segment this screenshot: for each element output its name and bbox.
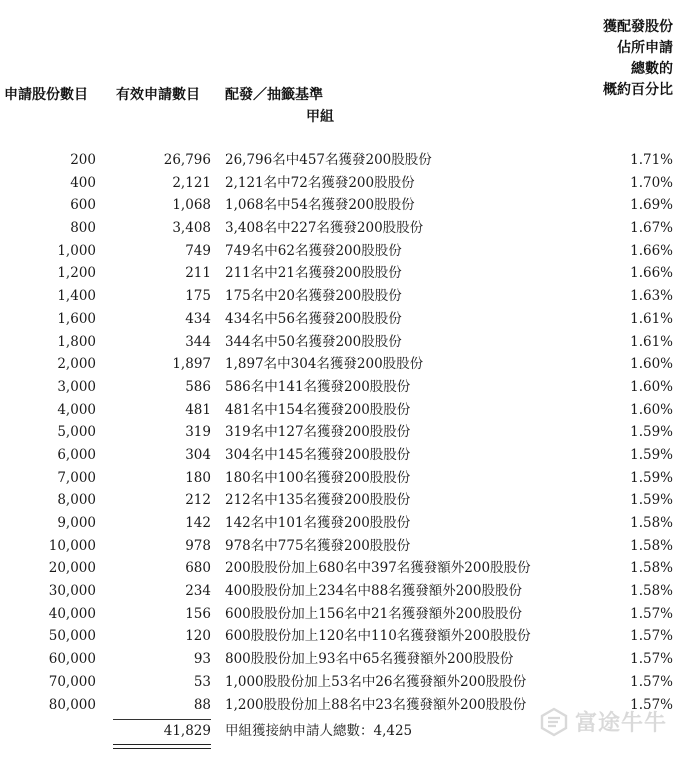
shares-applied-cell: 8,000: [57, 492, 96, 509]
approx-percentage-cell: 1.71%: [630, 152, 673, 168]
header-shares-applied: 申請股份數目: [4, 87, 88, 103]
shares-applied-cell: 5,000: [57, 424, 96, 441]
approx-percentage-cell: 1.60%: [630, 356, 673, 373]
table-row: [0, 308, 689, 331]
approx-percentage-cell: 1.57%: [630, 696, 673, 713]
approx-percentage-cell: 1.58%: [630, 583, 673, 600]
valid-applications-cell: 434: [185, 310, 211, 327]
valid-applications-cell: 586: [185, 378, 211, 395]
approx-percentage-cell: 1.70%: [630, 174, 673, 191]
allotment-basis-cell: 749名中62名獲發200股股份: [225, 242, 402, 259]
table-row: [0, 285, 689, 308]
valid-applications-cell: 53: [193, 673, 211, 690]
valid-applications-cell: 234: [185, 583, 211, 600]
total-valid-applications: 41,829: [163, 723, 211, 739]
allotment-basis-cell: 400股股份加上234名中88名獲發額外200股股份: [225, 583, 522, 600]
shares-applied-cell: 1,000: [57, 242, 96, 259]
shares-applied-cell: 1,400: [57, 288, 96, 305]
futu-logo-icon: [539, 707, 569, 737]
allotment-basis-cell: 1,897名中304名獲發200股股份: [225, 356, 424, 373]
header-allotment-basis: 配發／抽籤基準: [225, 87, 323, 103]
approx-percentage-cell: 1.58%: [630, 515, 673, 531]
allotment-basis-cell: 344名中50名獲發200股股份: [225, 333, 402, 350]
approx-percentage-cell: 1.60%: [630, 401, 673, 418]
allotment-basis-cell: 800股股份加上93名中65名獲發額外200股股份: [225, 651, 514, 668]
total-accepted-applicants: 甲組獲接納申請人總數：4,425: [225, 723, 413, 739]
table-row: [0, 217, 689, 240]
allotment-basis-cell: 319名中127名獲發200股股份: [225, 424, 411, 441]
shares-applied-cell: 9,000: [57, 515, 96, 531]
shares-applied-cell: 60,000: [48, 651, 96, 668]
shares-applied-cell: 7,000: [57, 469, 96, 486]
header-pct-line-1: 獲配發股份: [603, 19, 673, 35]
shares-applied-cell: 600: [70, 197, 96, 214]
shares-applied-cell: 10,000: [48, 537, 96, 554]
approx-percentage-cell: 1.69%: [630, 197, 673, 214]
shares-applied-cell: 400: [70, 174, 96, 191]
valid-applications-cell: 212: [185, 492, 211, 509]
allotment-basis-cell: 304名中145名獲發200股股份: [225, 446, 411, 463]
valid-applications-cell: 749: [185, 242, 211, 259]
approx-percentage-cell: 1.58%: [630, 560, 673, 577]
valid-applications-cell: 1,897: [172, 356, 211, 373]
allotment-basis-cell: 1,000股股份加上53名中26名獲發額外200股股份: [225, 673, 527, 690]
header-pct-line-2: 佔所申請: [617, 40, 673, 56]
group-heading: 甲組: [306, 109, 334, 125]
allotment-basis-cell: 211名中21名獲發200股股份: [225, 265, 402, 282]
allotment-basis-cell: 1,068名中54名獲發200股股份: [225, 197, 415, 214]
watermark-text: 富途牛牛: [574, 711, 667, 736]
approx-percentage-cell: 1.67%: [630, 220, 673, 237]
shares-applied-cell: 20,000: [48, 560, 96, 577]
allotment-basis-cell: 2,121名中72名獲發200股股份: [225, 174, 415, 191]
shares-applied-cell: 40,000: [48, 605, 96, 622]
approx-percentage-cell: 1.59%: [630, 492, 673, 509]
approx-percentage-cell: 1.66%: [630, 242, 673, 259]
valid-applications-cell: 344: [185, 333, 211, 350]
table-row: [0, 557, 689, 580]
allotment-table: [0, 149, 689, 716]
shares-applied-cell: 30,000: [48, 583, 96, 600]
approx-percentage-cell: 1.59%: [630, 469, 673, 486]
allotment-basis-cell: 180名中100名獲發200股股份: [225, 469, 411, 486]
shares-applied-cell: 1,200: [57, 265, 96, 282]
approx-percentage-cell: 1.63%: [630, 288, 673, 305]
table-row: [0, 671, 689, 694]
table-row: [0, 353, 689, 376]
valid-applications-cell: 2,121: [172, 174, 211, 191]
allotment-basis-cell: 200股股份加上680名中397名獲發額外200股股份: [225, 560, 531, 577]
approx-percentage-cell: 1.57%: [630, 628, 673, 645]
table-row: [0, 149, 689, 172]
valid-applications-cell: 978: [185, 537, 211, 554]
shares-applied-cell: 4,000: [57, 401, 96, 418]
shares-applied-cell: 200: [70, 152, 96, 168]
shares-applied-cell: 50,000: [48, 628, 96, 645]
approx-percentage-cell: 1.58%: [630, 537, 673, 554]
allotment-basis-cell: 3,408名中227名獲發200股股份: [225, 220, 424, 237]
valid-applications-cell: 26,796: [163, 152, 211, 168]
header-pct-line-4: 概約百分比: [603, 82, 673, 98]
valid-applications-cell: 175: [185, 288, 211, 305]
valid-applications-cell: 120: [185, 628, 211, 645]
allotment-basis-cell: 978名中775名獲發200股股份: [225, 537, 411, 554]
table-row: [0, 625, 689, 648]
valid-applications-cell: 1,068: [172, 197, 211, 214]
table-row: [0, 580, 689, 603]
header-pct-line-3: 總數的: [631, 61, 673, 77]
approx-percentage-cell: 1.59%: [630, 424, 673, 441]
valid-applications-cell: 3,408: [172, 220, 211, 237]
shares-applied-cell: 1,600: [57, 310, 96, 327]
allotment-basis-cell: 600股股份加上120名中110名獲發額外200股股份: [225, 628, 531, 645]
valid-applications-cell: 88: [193, 696, 211, 713]
table-row: [0, 421, 689, 444]
shares-applied-cell: 70,000: [48, 673, 96, 690]
allotment-basis-cell: 600股股份加上156名中21名獲發額外200股股份: [225, 605, 522, 622]
header-valid-applications: 有效申請數目: [116, 87, 200, 103]
table-row: [0, 172, 689, 195]
table-row: [0, 376, 689, 399]
allotment-basis-cell: 434名中56名獲發200股股份: [225, 310, 402, 327]
valid-applications-cell: 481: [185, 401, 211, 418]
allotment-basis-cell: 175名中20名獲發200股股份: [225, 288, 402, 305]
valid-applications-cell: 319: [185, 424, 211, 441]
watermark: [539, 706, 667, 737]
approx-percentage-cell: 1.60%: [630, 378, 673, 395]
table-row: [0, 535, 689, 558]
table-row: [0, 603, 689, 626]
allotment-basis-cell: 1,200股股份加上88名中23名獲發額外200股股份: [225, 696, 527, 713]
valid-applications-cell: 156: [185, 605, 211, 622]
allotment-basis-cell: 26,796名中457名獲發200股股份: [225, 152, 432, 168]
table-row: [0, 262, 689, 285]
approx-percentage-cell: 1.61%: [630, 333, 673, 350]
total-double-rule: [113, 744, 211, 749]
approx-percentage-cell: 1.59%: [630, 446, 673, 463]
table-row: [0, 648, 689, 671]
shares-applied-cell: 800: [70, 220, 96, 237]
table-row: [0, 399, 689, 422]
approx-percentage-cell: 1.57%: [630, 605, 673, 622]
valid-applications-cell: 93: [193, 651, 211, 668]
table-row: [0, 194, 689, 217]
valid-applications-cell: 680: [185, 560, 211, 577]
table-row: [0, 489, 689, 512]
valid-applications-cell: 304: [185, 446, 211, 463]
allotment-basis-cell: 142名中101名獲發200股股份: [225, 515, 411, 531]
approx-percentage-cell: 1.66%: [630, 265, 673, 282]
table-row: [0, 512, 689, 535]
approx-percentage-cell: 1.57%: [630, 651, 673, 668]
table-row: [0, 240, 689, 263]
allotment-basis-cell: 586名中141名獲發200股股份: [225, 378, 411, 395]
table-row: [0, 467, 689, 490]
valid-applications-cell: 211: [185, 265, 211, 282]
allotment-basis-cell: 212名中135名獲發200股股份: [225, 492, 411, 509]
approx-percentage-cell: 1.57%: [630, 673, 673, 690]
table-row: [0, 444, 689, 467]
table-row: [0, 331, 689, 354]
shares-applied-cell: 1,800: [57, 333, 96, 350]
allotment-basis-cell: 481名中154名獲發200股股份: [225, 401, 411, 418]
valid-applications-cell: 142: [185, 515, 211, 531]
valid-applications-cell: 180: [185, 469, 211, 486]
shares-applied-cell: 6,000: [57, 446, 96, 463]
approx-percentage-cell: 1.61%: [630, 310, 673, 327]
shares-applied-cell: 3,000: [57, 378, 96, 395]
shares-applied-cell: 80,000: [48, 696, 96, 713]
shares-applied-cell: 2,000: [57, 356, 96, 373]
header-approx-percentage: [603, 17, 673, 101]
